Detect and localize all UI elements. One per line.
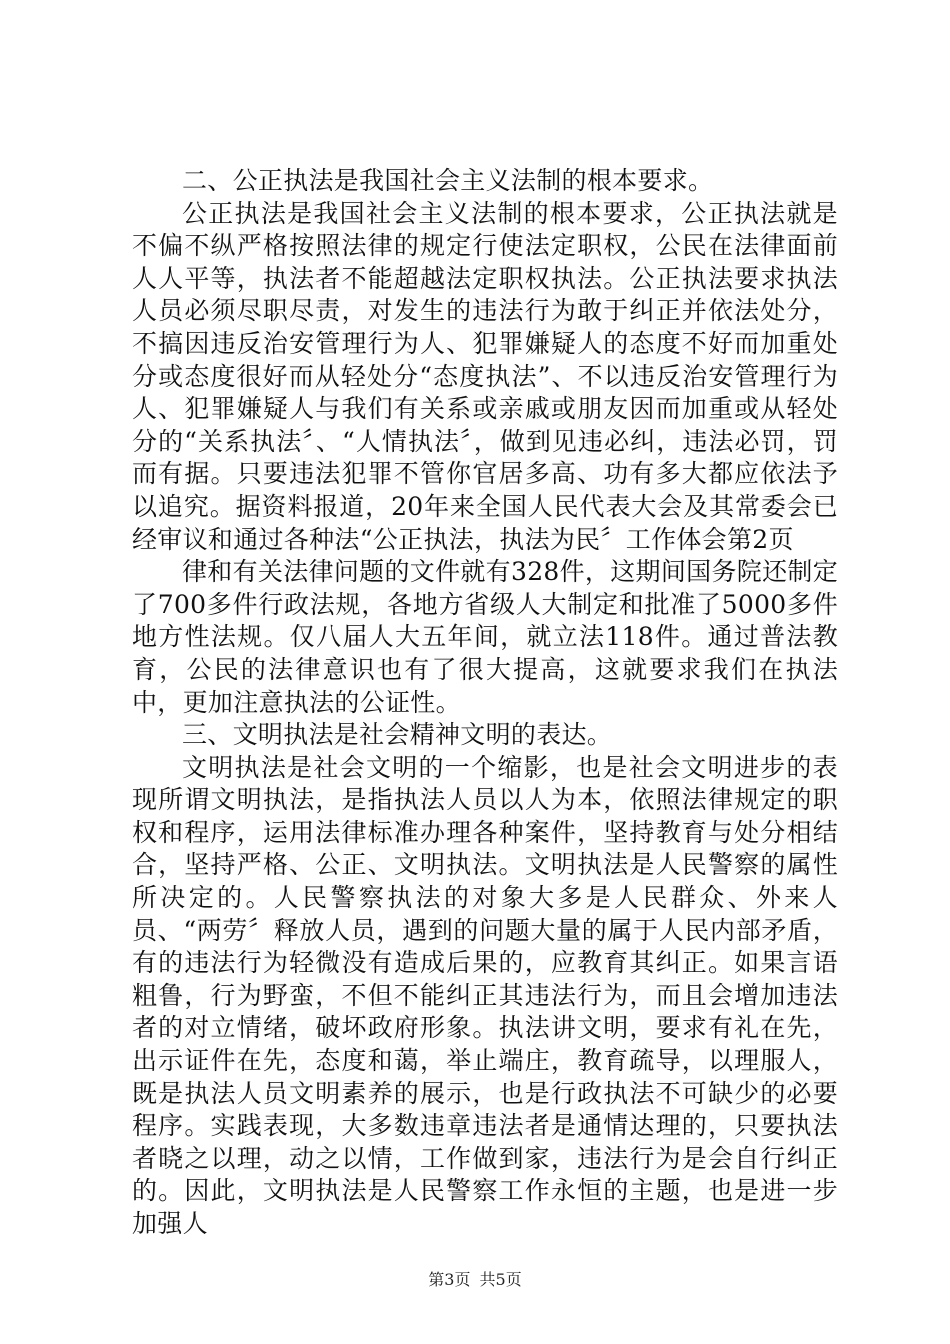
paragraph: 文明执法是社会文明的一个缩影，也是社会文明进步的表现所谓文明执法，是指执法人员以人为本，依照法律规定的职权和程序，运用法律标准办理各种案件，坚持教育与处分相结合，坚持严格、公正、文明执法。文明执法是人民警察的属性所决定的。人民警察执法的对象大多是人民群众、外来人员、“两劳〞释放人员，遇到的问题大量的属于人民内部矛盾，有的违法行为轻微没有造成后果的，应教育其纠正。如果言语粗鲁，行为野蛮，不但不能纠正其违法行为，而且会增加违法者的对立情绪，破坏政府形象。执法讲文明，要求有礼在先，出示证件在先，态度和蔼，举止端庄，教育疏导，以理服人，既是执法人员文明素养的展示，也是行政执法不可缺少的必要程序。实践表现，大多数违章违法者是通情达理的，只要执法者晓之以理，动之以情，工作做到家，违法行为是会自行纠正的。因此，文明执法是人民警察工作永恒的主题，也是进一步加强人 — [132, 752, 838, 1238]
section-heading: 三、文明执法是社会精神文明的表达。 — [182, 720, 613, 750]
paragraph: 公正执法是我国社会主义法制的根本要求，公正执法就是不偏不纵严格按照法律的规定行使法定职权，公民在法律面前人人平等，执法者不能超越法定职权执法。公正执法要求执法人员必须尽职尽责，对发生的违法行为敢于纠正并依法处分，不搞因违反治安管理行为人、犯罪嫌疑人的态度不好而加重处分或态度很好而从轻处分“态度执法”、不以违反治安管理行为人、犯罪嫌疑人与我们有关系或亲戚或朋友因而加重或从轻处分的“关系执法〞、“人情执法〞，做到见违必纠，违法必罚，罚而有据。只要违法犯罪不管你官居多高、功有多大都应依法予以追究。据资料报道，20年来全国人民代表大会及其常委会已经审议和通过各种法“公正执法，执法为民〞工作体会第2页 — [132, 198, 838, 554]
paragraph: 律和有关法律问题的文件就有328件，这期间国务院还制定了700多件行政法规，各地方省级人大制定和批准了5000多件地方性法规。仅八届人大五年间，就立法118件。通过普法教育，公民的法律意识也有了很大提高，这就要求我们在执法中，更加注意执法的公证性。 — [132, 557, 838, 717]
section-heading: 二、公正执法是我国社会主义法制的根本要求。 — [182, 166, 714, 195]
page-total: 共5页 — [479, 1270, 522, 1289]
document-body — [132, 165, 838, 1241]
page-footer — [0, 1270, 950, 1290]
page-number: 第3页 — [428, 1270, 471, 1289]
